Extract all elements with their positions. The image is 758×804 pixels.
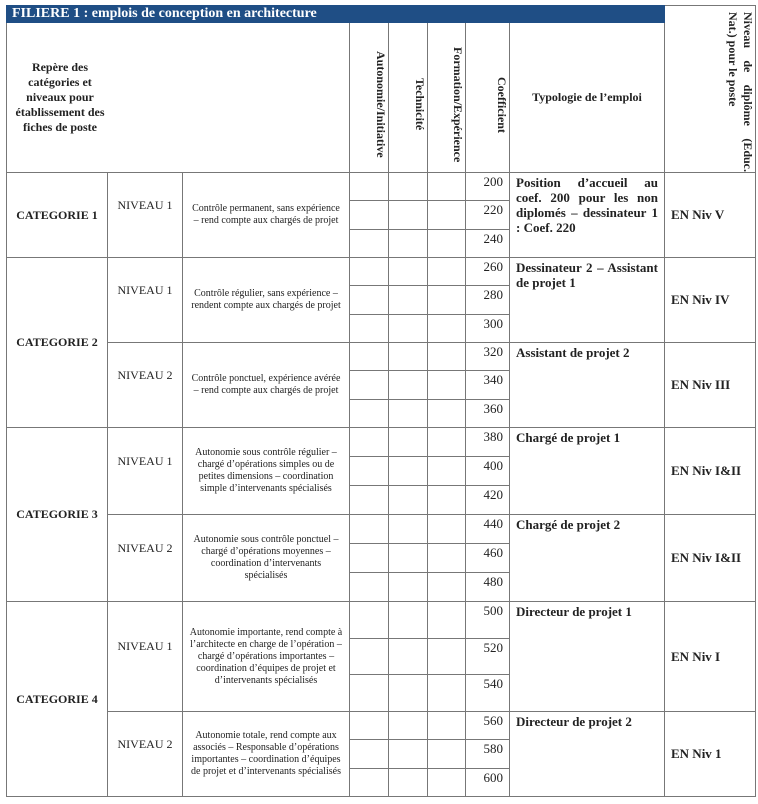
category-cell-text: CATEGORIE 4	[16, 691, 98, 706]
header-typologie-text: Typologie de l’emploi	[532, 90, 642, 104]
coefficient-cell-text: 380	[483, 429, 503, 444]
formation-cell	[428, 486, 466, 515]
niveau-cell	[108, 515, 183, 602]
technicite-cell	[389, 457, 428, 486]
typologie-cell-text: Chargé de projet 2	[516, 517, 621, 532]
diplome-cell-text: EN Niv 1	[671, 746, 722, 761]
autonomie-cell	[350, 712, 389, 740]
autonomie-cell	[350, 173, 389, 201]
formation-cell	[428, 173, 466, 201]
header-repere	[6, 23, 350, 173]
niveau-cell-text: NIVEAU 2	[117, 736, 173, 751]
autonomie-cell	[350, 428, 389, 457]
description-cell-text: Autonomie sous contrôle régulier – chargé d’opérations simples ou de petites dimensions – coordination simple d’intervenants spécialisés	[195, 447, 337, 494]
coefficient-cell-text: 420	[483, 487, 503, 502]
formation-cell	[428, 740, 466, 768]
formation-cell	[428, 371, 466, 399]
formation-cell	[428, 230, 466, 258]
header-repere-text: Repère des catégories et niveaux pour établissement des fiches de poste	[15, 60, 105, 134]
technicite-cell	[389, 712, 428, 740]
niveau-cell-text: NIVEAU 1	[117, 639, 173, 653]
formation-cell	[428, 400, 466, 428]
autonomie-cell	[350, 639, 389, 676]
formation-cell	[428, 639, 466, 676]
category-cell-text: CATEGORIE 3	[16, 507, 98, 521]
coefficient-cell	[466, 740, 510, 768]
coefficient-cell-text: 580	[483, 741, 503, 757]
niveau-cell-text: NIVEAU 1	[117, 453, 173, 468]
header-diplome-text: Niveau de diplôme (Educ. Nat.) pour le poste	[726, 12, 755, 172]
description-cell	[183, 712, 350, 797]
autonomie-cell	[350, 230, 389, 258]
coefficient-cell-text: 500	[483, 603, 503, 618]
formation-cell	[428, 712, 466, 740]
diplome-cell-text: EN Niv I&II	[671, 550, 742, 565]
typologie-cell-text: Dessinateur 2 – Assistant de projet 1	[516, 260, 658, 290]
coefficient-cell	[466, 486, 510, 515]
category-cell-text: CATEGORIE 1	[16, 207, 98, 222]
coefficient-cell	[466, 400, 510, 428]
formation-cell	[428, 675, 466, 712]
diplome-cell	[665, 258, 756, 343]
autonomie-cell	[350, 400, 389, 428]
coefficient-cell	[466, 602, 510, 639]
coefficient-cell	[466, 515, 510, 544]
technicite-cell	[389, 573, 428, 602]
autonomie-cell	[350, 515, 389, 544]
coefficient-cell	[466, 428, 510, 457]
coefficient-cell-text: 540	[483, 676, 503, 692]
description-cell-text: Autonomie importante, rend compte à l’architecte en charge de l’opération – chargé d’opérations importantes – coordination d’équipes de projet et d’intervenants spécialisés	[189, 626, 343, 686]
category-cell	[6, 602, 108, 797]
category-cell-text: CATEGORIE 2	[16, 335, 98, 349]
formation-cell	[428, 286, 466, 314]
formation-cell	[428, 769, 466, 797]
description-cell	[183, 173, 350, 258]
diplome-cell-text: EN Niv I	[671, 648, 721, 664]
formation-cell	[428, 573, 466, 602]
typologie-cell-text: Directeur de projet 2	[516, 714, 632, 729]
technicite-cell	[389, 486, 428, 515]
niveau-cell	[108, 712, 183, 797]
autonomie-cell	[350, 258, 389, 286]
typologie-cell	[510, 602, 665, 712]
coefficient-cell-text: 480	[483, 574, 503, 589]
formation-cell	[428, 515, 466, 544]
technicite-cell	[389, 769, 428, 797]
description-cell	[183, 428, 350, 515]
description-cell	[183, 515, 350, 602]
coefficient-cell-text: 520	[483, 639, 503, 655]
autonomie-cell	[350, 343, 389, 371]
formation-cell	[428, 544, 466, 573]
coefficient-cell	[466, 573, 510, 602]
technicite-cell	[389, 639, 428, 676]
niveau-cell	[108, 428, 183, 515]
diplome-cell	[665, 515, 756, 602]
formation-cell	[428, 201, 466, 229]
header-autonomie	[350, 23, 389, 173]
niveau-cell	[108, 258, 183, 343]
technicite-cell	[389, 740, 428, 768]
niveau-cell	[108, 343, 183, 428]
technicite-cell	[389, 515, 428, 544]
coefficient-cell-text: 300	[483, 315, 503, 331]
coefficient-cell-text: 220	[483, 202, 503, 218]
formation-cell	[428, 457, 466, 486]
typologie-cell	[510, 343, 665, 428]
technicite-cell	[389, 602, 428, 639]
diplome-cell-text: EN Niv III	[671, 377, 731, 392]
coefficient-cell	[466, 173, 510, 201]
coefficient-cell-text: 260	[483, 259, 503, 274]
technicite-cell	[389, 315, 428, 343]
formation-cell	[428, 602, 466, 639]
coefficient-cell	[466, 675, 510, 712]
technicite-cell	[389, 258, 428, 286]
autonomie-cell	[350, 371, 389, 399]
niveau-cell	[108, 602, 183, 712]
typologie-cell-text: Position d’accueil au coef. 200 pour les non diplomés – dessinateur 1 : Coef. 220	[516, 175, 658, 235]
niveau-cell-text: NIVEAU 2	[117, 367, 173, 382]
diplome-cell	[665, 712, 756, 797]
category-cell	[6, 173, 108, 258]
description-cell	[183, 602, 350, 712]
autonomie-cell	[350, 201, 389, 229]
coefficient-cell-text: 240	[483, 230, 503, 246]
technicite-cell	[389, 428, 428, 457]
technicite-cell	[389, 544, 428, 573]
description-cell-text: Contrôle régulier, sans expérience – rendent compte aux chargés de projet	[191, 288, 341, 311]
autonomie-cell	[350, 544, 389, 573]
technicite-cell	[389, 286, 428, 314]
header-formation	[428, 23, 466, 173]
description-cell	[183, 258, 350, 343]
typologie-cell-text: Chargé de projet 1	[516, 430, 621, 445]
technicite-cell	[389, 400, 428, 428]
coefficient-cell-text: 600	[483, 769, 503, 785]
autonomie-cell	[350, 457, 389, 486]
header-formation-text: Formation/Expérience	[451, 46, 465, 163]
autonomie-cell	[350, 486, 389, 515]
header-typologie	[510, 23, 665, 173]
autonomie-cell	[350, 769, 389, 797]
formation-cell	[428, 428, 466, 457]
coefficient-cell-text: 360	[483, 400, 503, 416]
niveau-cell-text: NIVEAU 1	[117, 197, 173, 212]
table-title: FILIERE 1 : emplois de conception en architecture	[6, 5, 665, 23]
coefficient-cell	[466, 230, 510, 258]
autonomie-cell	[350, 602, 389, 639]
diplome-cell	[665, 173, 756, 258]
coefficient-cell-text: 560	[483, 713, 503, 728]
coefficient-cell	[466, 457, 510, 486]
coefficient-cell	[466, 315, 510, 343]
diplome-cell	[665, 343, 756, 428]
description-cell-text: Contrôle permanent, sans expérience – rend compte aux chargés de projet	[192, 203, 340, 226]
typologie-cell-text: Directeur de projet 1	[516, 604, 632, 619]
formation-cell	[428, 258, 466, 286]
coefficient-cell	[466, 258, 510, 286]
technicite-cell	[389, 675, 428, 712]
autonomie-cell	[350, 675, 389, 712]
diplome-cell-text: EN Niv IV	[671, 292, 730, 307]
coefficient-cell	[466, 544, 510, 573]
coefficient-cell-text: 200	[483, 174, 503, 189]
technicite-cell	[389, 343, 428, 371]
typologie-cell	[510, 173, 665, 258]
description-cell-text: Autonomie sous contrôle ponctuel – chargé d’opérations moyennes – coordination d’intervenants spécialisés	[193, 534, 339, 581]
autonomie-cell	[350, 573, 389, 602]
typologie-cell	[510, 712, 665, 797]
coefficient-cell	[466, 712, 510, 740]
diplome-cell-text: EN Niv V	[671, 207, 725, 222]
category-cell	[6, 258, 108, 428]
category-cell	[6, 428, 108, 602]
diplome-cell	[665, 428, 756, 515]
description-cell-text: Autonomie totale, rend compte aux associés – Responsable d’opérations importantes – coordination d’équipes de projet et d’intervenants spécialisés	[191, 730, 341, 777]
typologie-cell	[510, 515, 665, 602]
technicite-cell	[389, 173, 428, 201]
niveau-cell-text: NIVEAU 1	[117, 282, 173, 297]
autonomie-cell	[350, 286, 389, 314]
typologie-cell	[510, 428, 665, 515]
header-autonomie-text: Autonomie/Initiative	[374, 51, 388, 158]
formation-cell	[428, 315, 466, 343]
technicite-cell	[389, 371, 428, 399]
header-coefficient	[466, 23, 510, 173]
technicite-cell	[389, 201, 428, 229]
header-coefficient-text: Coefficient	[495, 76, 509, 133]
coefficient-cell	[466, 639, 510, 676]
coefficient-cell-text: 460	[483, 545, 503, 560]
formation-cell	[428, 343, 466, 371]
typologie-cell-text: Assistant de projet 2	[516, 345, 630, 360]
description-cell	[183, 343, 350, 428]
coefficient-cell	[466, 371, 510, 399]
typologie-cell	[510, 258, 665, 343]
header-technicite	[389, 23, 428, 173]
header-diplome	[665, 5, 756, 173]
autonomie-cell	[350, 315, 389, 343]
coefficient-cell-text: 440	[483, 516, 503, 531]
coefficient-cell-text: 400	[483, 458, 503, 473]
coefficient-cell	[466, 343, 510, 371]
coefficient-cell-text: 280	[483, 287, 503, 303]
niveau-cell-text: NIVEAU 2	[117, 540, 173, 555]
autonomie-cell	[350, 740, 389, 768]
diplome-cell	[665, 602, 756, 712]
technicite-cell	[389, 230, 428, 258]
diplome-cell-text: EN Niv I&II	[671, 463, 742, 478]
description-cell-text: Contrôle ponctuel, expérience avérée – rend compte aux chargés de projet	[191, 373, 341, 396]
header-technicite-text: Technicité	[413, 78, 427, 131]
niveau-cell	[108, 173, 183, 258]
coefficient-cell-text: 340	[483, 372, 503, 388]
coefficient-cell	[466, 286, 510, 314]
coefficient-cell	[466, 201, 510, 229]
coefficient-cell	[466, 769, 510, 797]
coefficient-cell-text: 320	[483, 344, 503, 359]
